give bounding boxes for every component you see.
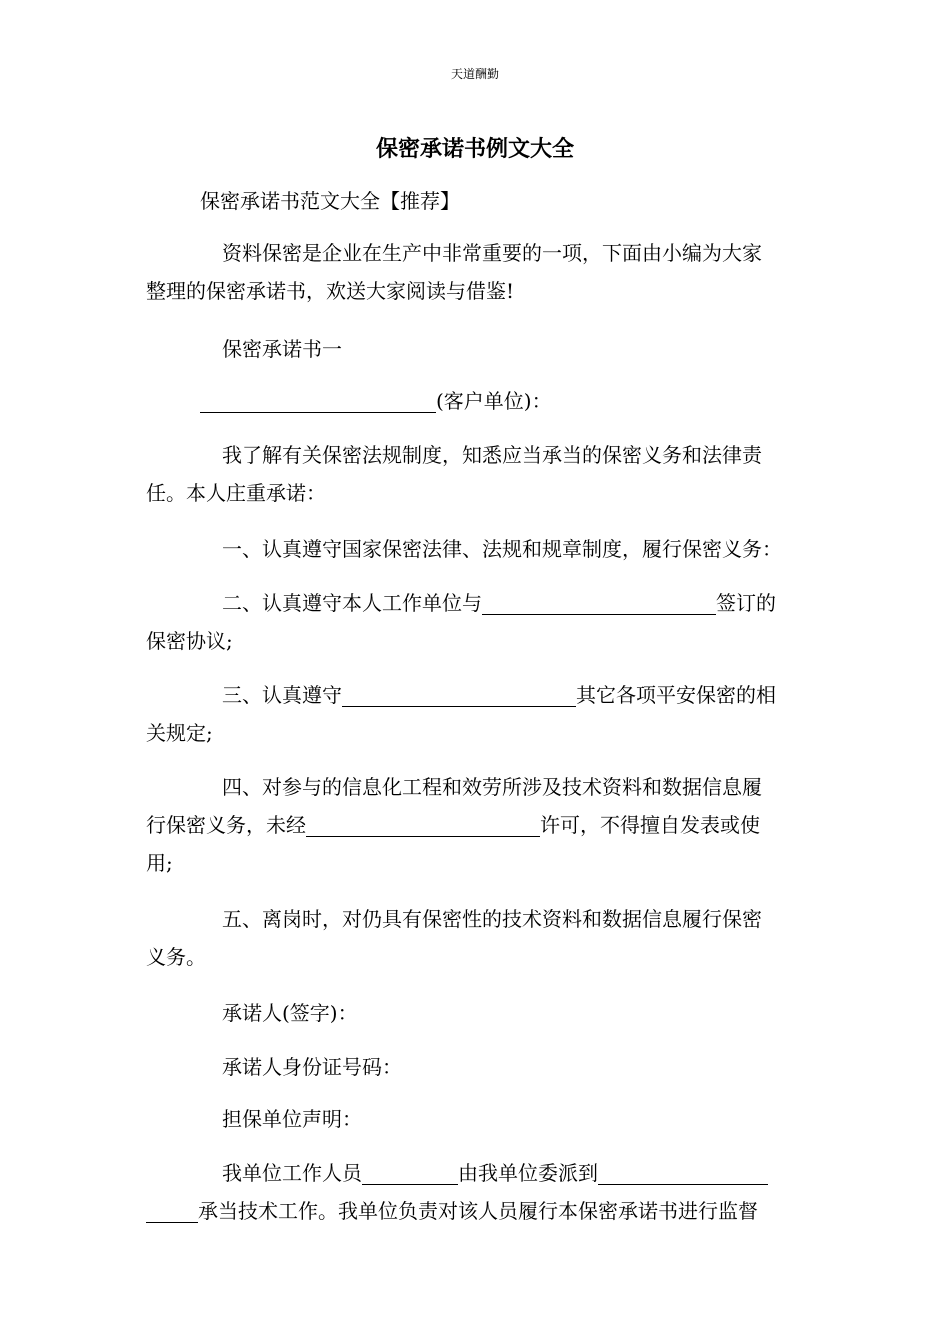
guarantee-line-1 [146,1154,816,1192]
guarantee-line-2-text: 承当技术工作。我单位负责对该人员履行本保密承诺书进行监督 [198,1199,758,1223]
signature-line: 承诺人(签字)： [222,1001,358,1025]
statement-paragraph [146,436,816,512]
assignment-blank-continued [146,1198,198,1223]
item-1: 一、认真遵守国家保密法律、法规和规章制度，履行保密义务： [222,537,782,561]
addressee-suffix: (客户单位)： [436,389,552,413]
item-3 [146,676,816,752]
item-2-prefix: 二、认真遵守本人工作单位与 [222,591,482,615]
document-title: 保密承诺书例文大全 [375,136,574,162]
item-4-line-2-suffix: 许可，不得擅自发表或使 [540,813,760,837]
item-5-line-1: 五、离岗时，对仍具有保密性的技术资料和数据信息履行保密 [222,907,762,931]
item-2-blank [482,590,716,615]
item-2-suffix: 签订的 [716,591,776,615]
guarantee-paragraph [146,1154,816,1230]
page-header: 天道酬勤 [450,67,499,81]
item-5 [146,900,816,976]
intro-line-1: 资料保密是企业在生产中非常重要的一项，下面由小编为大家 [222,241,762,265]
assignment-blank [598,1160,768,1185]
item-4-line-2 [146,806,816,844]
customer-unit-blank [200,388,436,413]
item-3-blank [342,682,576,707]
subtitle: 保密承诺书范文大全【推荐】 [200,189,460,213]
intro-line-2: 整理的保密承诺书，欢送大家阅读与借鉴! [146,279,515,303]
guarantee-title: 担保单位声明： [222,1107,362,1131]
item-3-prefix: 三、认真遵守 [222,683,342,707]
guarantee-part-2: 由我单位委派到 [458,1161,598,1185]
item-4-line-1: 四、对参与的信息化工程和效劳所涉及技术资料和数据信息履 [222,775,762,799]
item-2-line-2: 保密协议; [146,629,233,653]
item-3-suffix: 其它各项平安保密的相 [576,683,776,707]
item-4-blank [306,812,540,837]
section-title: 保密承诺书一 [222,337,342,361]
statement-line-2: 任。本人庄重承诺： [146,481,326,505]
id-number-line: 承诺人身份证号码： [222,1055,402,1079]
item-3-line-1 [146,676,816,714]
item-3-line-2: 关规定; [146,721,213,745]
item-4-line-2-prefix: 行保密义务，未经 [146,813,306,837]
statement-line-1: 我了解有关保密法规制度，知悉应当承当的保密义务和法律责 [222,443,762,467]
item-4 [146,768,816,882]
staff-name-blank [362,1160,458,1185]
item-2-line-1 [146,584,816,622]
guarantee-line-2 [146,1192,816,1230]
intro-paragraph [146,234,816,310]
item-4-line-3: 用; [146,851,173,875]
addressee-line [146,382,870,420]
item-5-line-2: 义务。 [146,945,206,969]
guarantee-part-1: 我单位工作人员 [222,1161,362,1185]
item-2 [146,584,816,660]
